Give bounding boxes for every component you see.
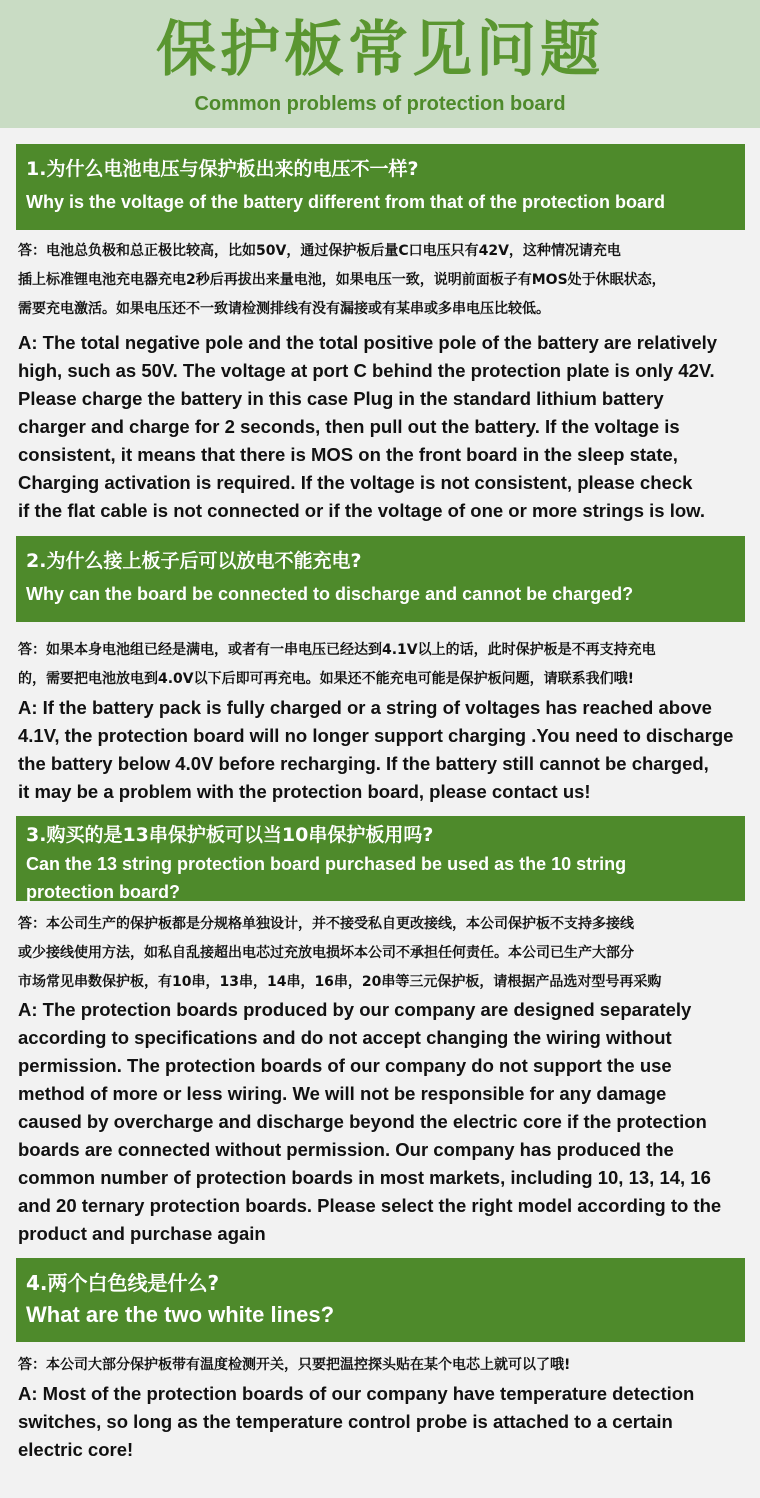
answer-2-en-line: A: If the battery pack is fully charged or a string of voltages has reached above <box>18 697 712 718</box>
answer-2-zh <box>18 636 748 694</box>
answer-3-en-line: permission. The protection boards of our company do not support the use <box>18 1055 672 1076</box>
question-bar-4 <box>16 1258 745 1342</box>
question-3-en-line1: Can the 13 string protection board purchased be used as the 10 string <box>26 854 627 874</box>
question-3-zh: 3.购买的是13串保护板可以当10串保护板用吗? <box>26 824 434 846</box>
answer-1-en-line: high, such as 50V. The voltage at port C behind the protection plate is only 42V. <box>18 360 715 381</box>
answer-1-zh-line: 需要充电激活。如果电压还不一致请检测排线有没有漏接或有某串或多串电压比较低。 <box>18 301 550 317</box>
page-subtitle: Common problems of protection board <box>194 93 566 115</box>
question-4-zh: 4.两个白色线是什么? <box>26 1271 220 1295</box>
answer-2-en-line: the battery below 4.0V before recharging. If the battery still cannot be charged, <box>18 753 709 774</box>
page-title: 保护板常见问题 <box>156 15 604 85</box>
question-1-zh: 1.为什么电池电压与保护板出来的电压不一样? <box>26 158 419 180</box>
answer-3-en-line: and 20 ternary protection boards. Please select the right model according to the <box>18 1195 722 1216</box>
answer-1-en-line: Charging activation is required. If the voltage is not consistent, please check <box>18 472 693 493</box>
answer-3-en-line: product and purchase again <box>18 1223 266 1244</box>
answer-4-en-line: A: Most of the protection boards of our company have temperature detection <box>18 1383 695 1404</box>
question-bar-1 <box>16 144 745 230</box>
answer-1-en-line: Please charge the battery in this case Plug in the standard lithium battery <box>18 388 664 409</box>
question-bar-3 <box>16 816 745 901</box>
answer-1-zh-line: 答：电池总负极和总正极比较高，比如50V，通过保护板后量C口电压只有42V，这种情况请充电 <box>18 243 621 259</box>
answer-3-en-line: A: The protection boards produced by our company are designed separately <box>18 999 692 1020</box>
answer-2-en <box>18 694 753 806</box>
answer-2-en-line: 4.1V, the protection board will no longer support charging .You need to discharge <box>18 725 734 746</box>
question-4-en: What are the two white lines? <box>26 1302 335 1327</box>
page-header <box>0 0 760 128</box>
question-1-en: Why is the voltage of the battery different from that of the protection board <box>26 192 666 212</box>
answer-3-en-line: method of more or less wiring. We will not be responsible for any damage <box>18 1083 667 1104</box>
answer-1-zh-line: 插上标准锂电池充电器充电2秒后再拔出来量电池，如果电压一致，说明前面板子有MOS处于休眠状态， <box>18 272 666 288</box>
answer-3-zh-line: 或少接线使用方法，如私自乱接超出电芯过充放电损坏本公司不承担任何责任。本公司已生产大部分 <box>18 945 634 961</box>
answer-4-zh-line: 答：本公司大部分保护板带有温度检测开关，只要把温控探头贴在某个电芯上就可以了哦! <box>18 1357 571 1373</box>
answer-3-en-line: according to specifications and do not accept changing the wiring without <box>18 1027 672 1048</box>
answer-1-en-line: charger and charge for 2 seconds, then pull out the battery. If the voltage is <box>18 416 680 437</box>
answer-3-en-line: common number of protection boards in most markets, including 10, 13, 14, 16 <box>18 1167 711 1188</box>
answer-2-en-line: it may be a problem with the protection board, please contact us! <box>18 781 591 802</box>
answer-2-zh-line: 的，需要把电池放电到4.0V以下后即可再充电。如果还不能充电可能是保护板问题，请联系我们哦! <box>18 671 635 687</box>
answer-4-en-line: switches, so long as the temperature control probe is attached to a certain <box>18 1411 673 1432</box>
answer-3-zh-line: 答：本公司生产的保护板都是分规格单独设计，并不接受私自更改接线，本公司保护板不支持多接线 <box>18 916 634 932</box>
answer-3-en-line: caused by overcharge and discharge beyond the electric core if the protection <box>18 1111 707 1132</box>
answer-3-en-line: boards are connected without permission. Our company has produced the <box>18 1139 674 1160</box>
answer-2-zh-line: 答：如果本身电池组已经是满电，或者有一串电压已经达到4.1V以上的话，此时保护板是不再支持充电 <box>18 642 656 658</box>
answer-4-zh <box>18 1351 748 1380</box>
answer-3-en <box>18 996 753 1248</box>
answer-1-en-line: A: The total negative pole and the total positive pole of the battery are relatively <box>18 332 718 353</box>
answer-4-en-line: electric core! <box>18 1439 134 1460</box>
answer-4-en <box>18 1380 753 1464</box>
answer-1-zh <box>18 237 748 324</box>
question-2-zh: 2.为什么接上板子后可以放电不能充电? <box>26 550 362 572</box>
question-bar-2 <box>16 536 745 622</box>
answer-1-en-line: if the flat cable is not connected or if the voltage of one or more strings is low. <box>18 500 705 521</box>
answer-1-en <box>18 329 753 525</box>
question-2-en: Why can the board be connected to discharge and cannot be charged? <box>26 584 634 604</box>
answer-3-zh <box>18 910 748 997</box>
answer-3-zh-line: 市场常见串数保护板，有10串，13串，14串，16串，20串等三元保护板，请根据产品选对型号再采购 <box>18 974 662 990</box>
answer-1-en-line: consistent, it means that there is MOS on the front board in the sleep state, <box>18 444 678 465</box>
question-3-en-line2: protection board? <box>26 882 180 902</box>
